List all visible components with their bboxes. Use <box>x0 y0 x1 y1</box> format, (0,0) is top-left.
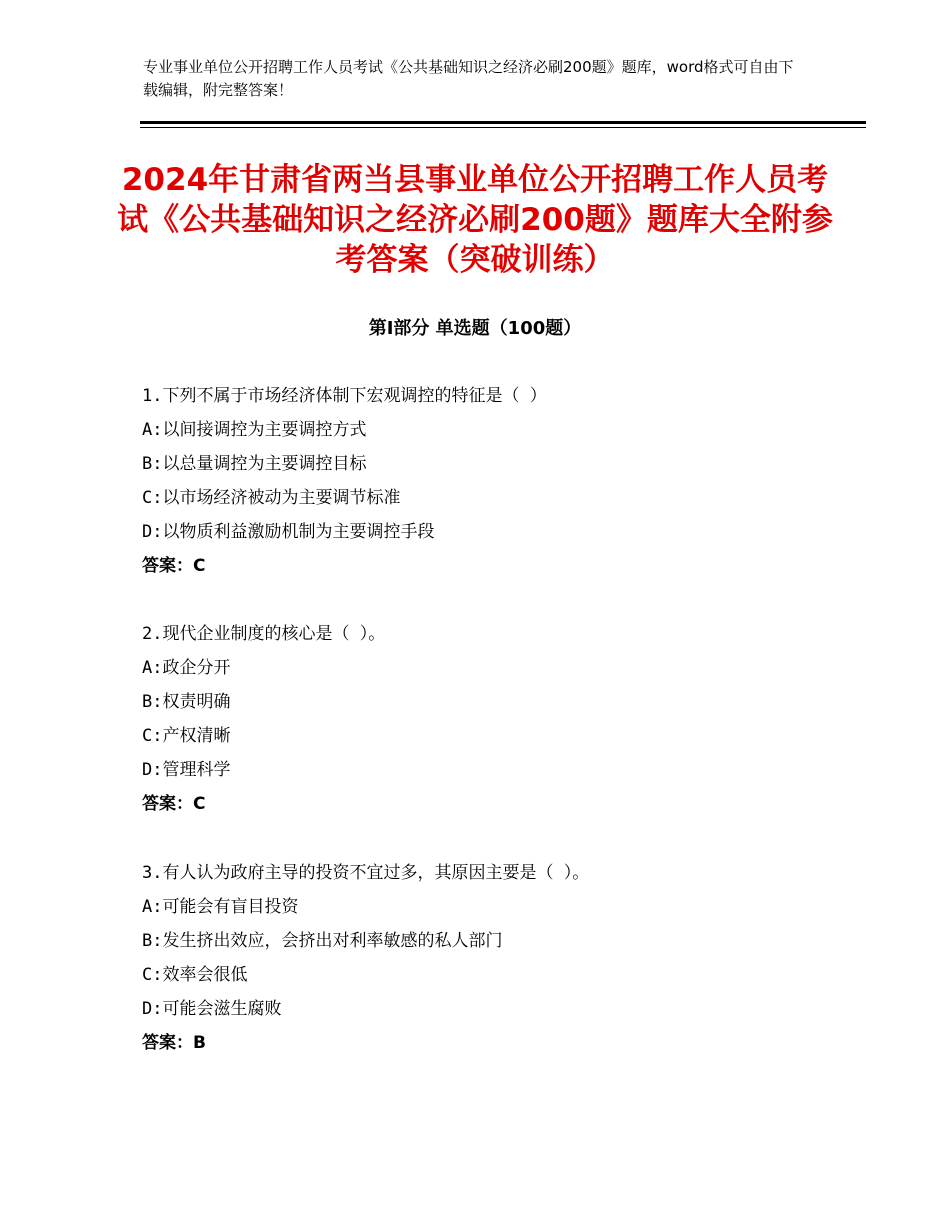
option-b: B:权责明确 <box>142 692 231 712</box>
option-a: A:以间接调控为主要调控方式 <box>142 420 367 440</box>
header-note: 专业事业单位公开招聘工作人员考试《公共基础知识之经济必刷200题》题库，word格式可自由下载编辑，附完整答案！ <box>143 58 794 99</box>
document-title: 2024年甘肃省两当县事业单位公开招聘工作人员考试《公共基础知识之经济必刷200题》题库大全附参考答案（突破训练） <box>117 162 833 278</box>
option-c: C:效率会很低 <box>142 965 248 985</box>
header-rule-thin <box>140 127 866 128</box>
option-c: C:以市场经济被动为主要调节标准 <box>142 488 401 508</box>
answer: 答案：C <box>142 556 206 576</box>
option-c: C:产权清晰 <box>142 726 231 746</box>
question-3 <box>142 860 842 1064</box>
option-a: A:可能会有盲目投资 <box>142 897 299 917</box>
option-b: B:以总量调控为主要调控目标 <box>142 454 367 474</box>
question-stem: 1.下列不属于市场经济体制下宏观调控的特征是（ ） <box>142 386 547 406</box>
option-a: A:政企分开 <box>142 658 231 678</box>
answer: 答案：C <box>142 794 206 814</box>
option-d: D:管理科学 <box>142 760 231 780</box>
option-d: D:可能会滋生腐败 <box>142 999 282 1019</box>
option-b: B:发生挤出效应，会挤出对利率敏感的私人部门 <box>142 931 503 951</box>
section-title: 第Ⅰ部分 单选题（100题） <box>368 318 582 339</box>
answer: 答案：B <box>142 1033 206 1053</box>
option-d: D:以物质利益激励机制为主要调控手段 <box>142 522 435 542</box>
question-stem: 2.现代企业制度的核心是（ ）。 <box>142 624 386 644</box>
question-2 <box>142 621 842 825</box>
question-stem: 3.有人认为政府主导的投资不宜过多，其原因主要是（ ）。 <box>142 863 590 883</box>
question-1 <box>142 383 842 587</box>
header-rule-thick <box>140 121 866 124</box>
